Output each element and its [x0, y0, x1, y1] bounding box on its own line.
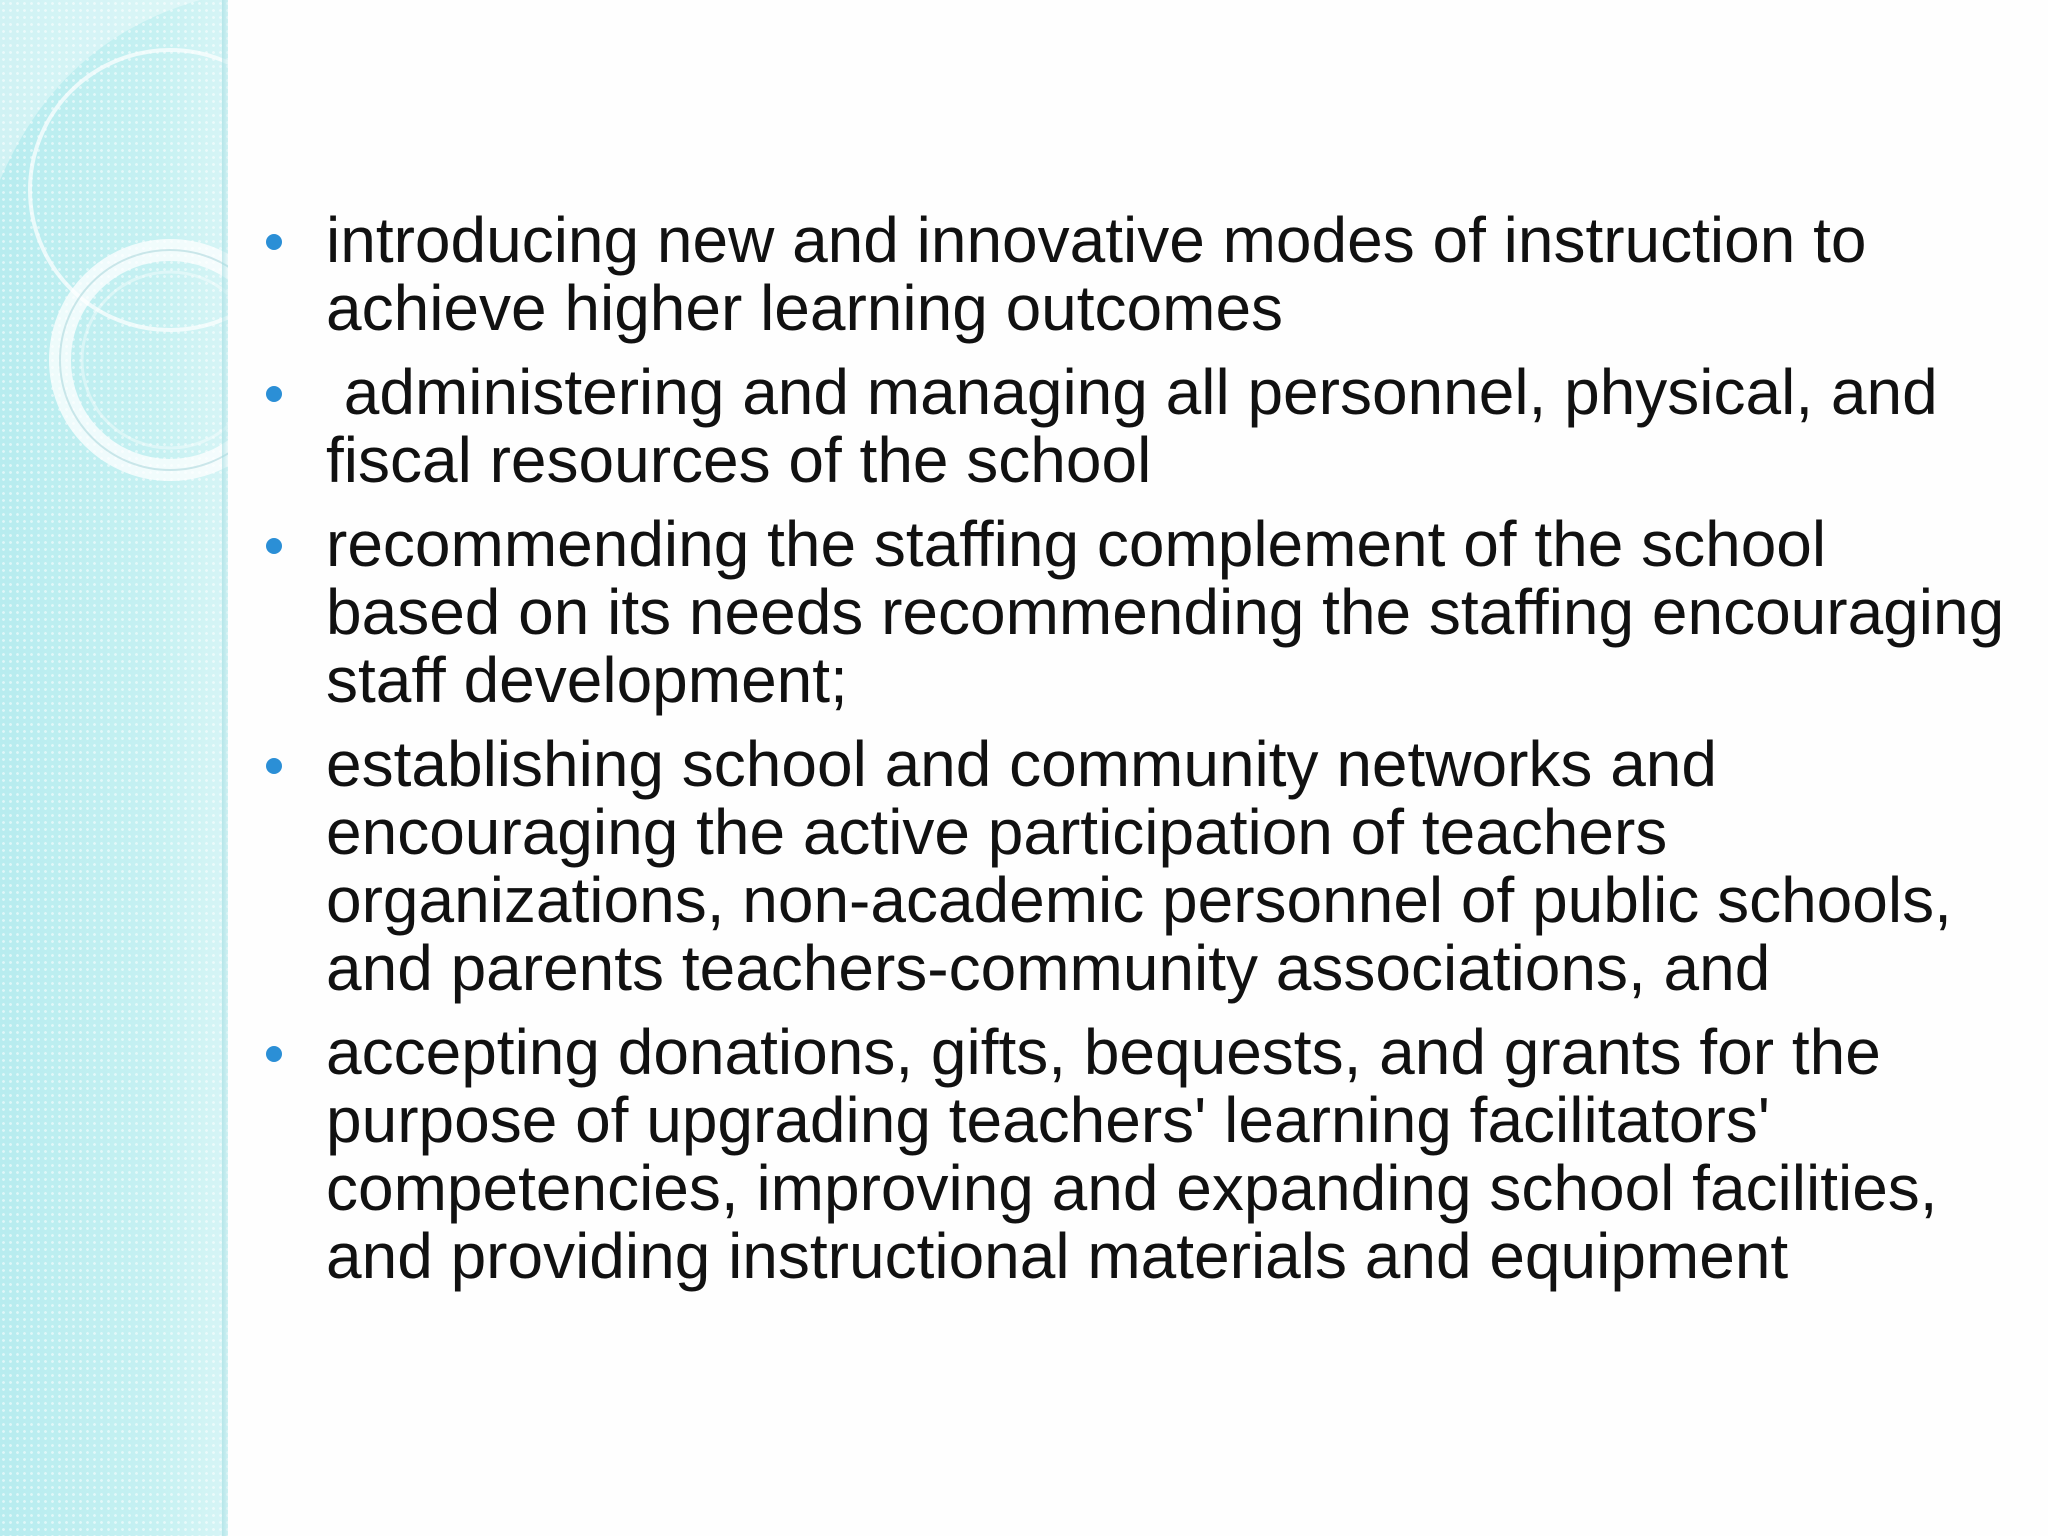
bullet-text: recommending the staffing complement of the school based on its needs recommending the staffing encouraging staff development;	[326, 508, 2005, 716]
bullet-item	[250, 1018, 2010, 1290]
bullet-text: administering and managing all personnel, physical, and fiscal resources of the school	[326, 356, 1956, 496]
content-area	[250, 206, 2010, 1306]
bullet-item	[250, 730, 2010, 1002]
decorative-rings-graphic	[0, 0, 228, 520]
bullet-text: introducing new and innovative modes of instruction to achieve higher learning outcomes	[326, 204, 1867, 344]
bullet-text: accepting donations, gifts, bequests, and grants for the purpose of upgrading teachers' learning facilitators' competencies, improving and expanding school facilities, and providing instructional materials and equipment	[326, 1016, 1938, 1292]
bullet-dot-icon	[266, 538, 282, 554]
bullet-dot-icon	[266, 1046, 282, 1062]
sidebar-edge-shadow	[222, 0, 228, 1536]
decorative-sidebar	[0, 0, 228, 1536]
bullet-dot-icon	[266, 758, 282, 774]
bullet-item	[250, 510, 2010, 714]
bullet-list	[250, 206, 2010, 1290]
bullet-dot-icon	[266, 386, 282, 402]
bullet-dot-icon	[266, 234, 282, 250]
bullet-item	[250, 358, 2010, 494]
bullet-item	[250, 206, 2010, 342]
bullet-text: establishing school and community networks and encouraging the active participation of teachers organizations, non-academic personnel of public schools, and parents teachers-community associations, and	[326, 728, 1952, 1004]
